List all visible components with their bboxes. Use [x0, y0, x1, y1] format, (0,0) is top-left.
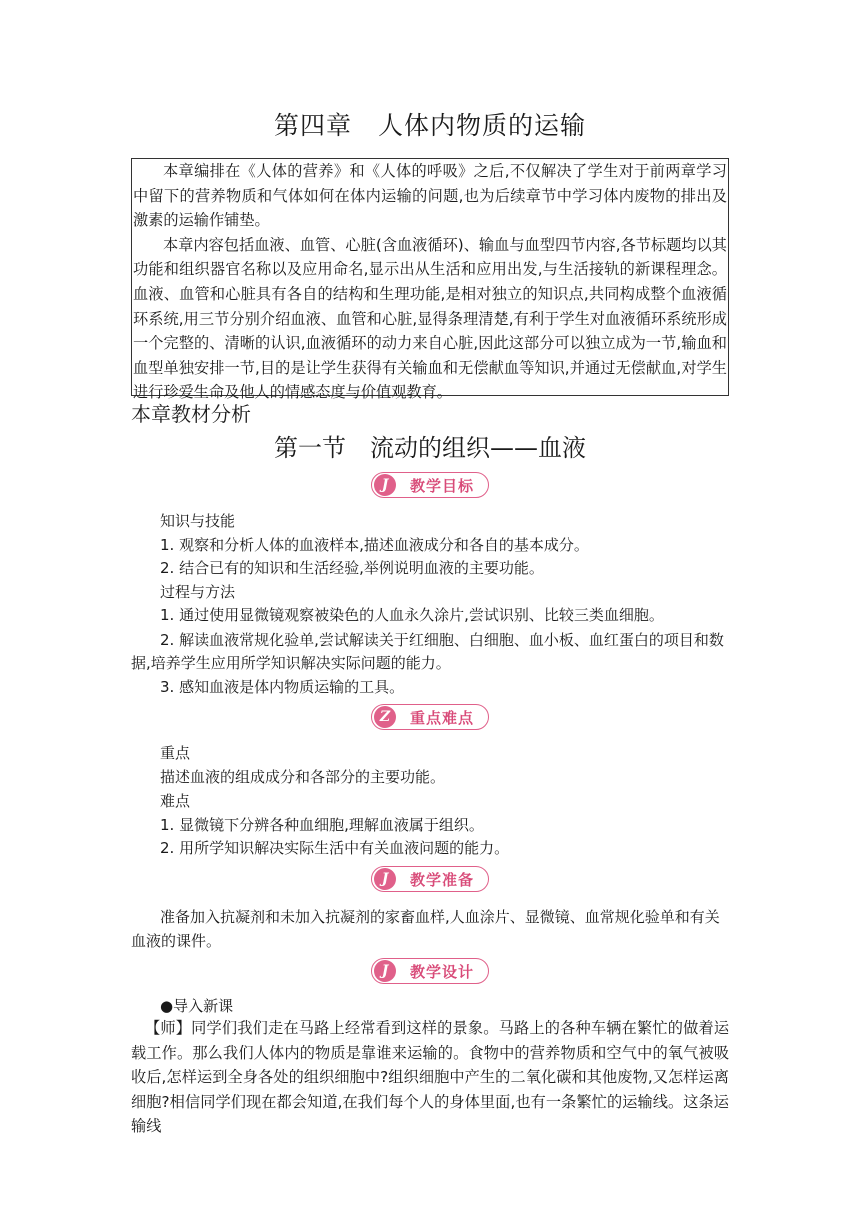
- intro-paragraph-1: 本章编排在《人体的营养》和《人体的呼吸》之后,不仅解决了学生对于前两章学习中留下的营养物质和气体如何在体内运输的问题,也为后续章节中学习体内废物的排出及激素的运输作铺垫。: [133, 162, 727, 230]
- teacher-dialogue-paragraph: 【师】同学们我们走在马路上经常看到这样的景象。马路上的各种车辆在繁忙的做着运载工作。那么我们人体内的物质是靠谁来运输的。食物中的营养物质和空气中的氧气被吸收后,怎样运到全身各处的组织细胞中?组织细胞中产生的二氧化碳和其他废物,又怎样运离细胞?相信同学们现在都会知道,在我们每个人的身体里面,也有一条繁忙的运输线。这条运输线: [131, 1019, 729, 1136]
- difficulty-heading: 难点: [160, 792, 191, 810]
- badge-letter-icon: Z: [374, 706, 396, 728]
- chapter-intro-box: [131, 158, 729, 402]
- intro-lesson-bullet: ●导入新课: [160, 997, 234, 1015]
- teaching-prep-badge: [371, 866, 489, 892]
- badge-label: 重点难点: [409, 708, 474, 727]
- section-title: 第一节 流动的组织——血液: [274, 434, 586, 462]
- badge-label: 教学准备: [409, 870, 474, 889]
- chapter-title: 第四章 人体内物质的运输: [273, 111, 586, 140]
- badge-label: 教学设计: [409, 962, 474, 981]
- key-points-badge: [371, 704, 489, 730]
- process-item-1: 1. 通过使用显微镜观察被染色的人血永久涂片,尝试识别、比较三类血细胞。: [160, 606, 664, 624]
- teaching-goals-badge: [371, 472, 489, 498]
- key-heading: 重点: [160, 744, 191, 762]
- difficulty-item-2: 2. 用所学知识解决实际生活中有关血液问题的能力。: [160, 839, 510, 857]
- process-item-2-line-2: 据,培养学生应用所学知识解决实际问题的能力。: [131, 654, 451, 672]
- process-item-2-line-1: 2. 解读血液常规化验单,尝试解读关于红细胞、白细胞、血小板、血红蛋白的项目和数: [160, 631, 724, 649]
- process-item-3: 3. 感知血液是体内物质运输的工具。: [160, 678, 405, 696]
- teaching-design-badge: [371, 958, 489, 984]
- badge-label: 教学目标: [409, 476, 474, 495]
- process-heading: 过程与方法: [160, 583, 236, 601]
- knowledge-heading: 知识与技能: [160, 512, 236, 530]
- badge-letter-icon: J: [374, 868, 396, 890]
- badge-letter-icon: J: [374, 960, 396, 982]
- badge-letter-icon: J: [374, 474, 396, 496]
- prep-line-2: 血液的课件。: [131, 932, 222, 950]
- knowledge-item-1: 1. 观察和分析人体的血液样本,描述血液成分和各自的基本成分。: [160, 536, 589, 554]
- prep-line-1: 准备加入抗凝剂和未加入抗凝剂的家畜血样,人血涂片、显微镜、血常规化验单和有关: [160, 908, 720, 926]
- knowledge-item-2: 2. 结合已有的知识和生活经验,举例说明血液的主要功能。: [160, 559, 544, 577]
- chapter-analysis-label: 本章教材分析: [131, 402, 251, 426]
- key-text: 描述血液的组成成分和各部分的主要功能。: [160, 768, 446, 786]
- difficulty-item-1: 1. 显微镜下分辨各种血细胞,理解血液属于组织。: [160, 816, 484, 834]
- intro-paragraph-2: 本章内容包括血液、血管、心脏(含血液循环)、输血与血型四节内容,各节标题均以其功能和组织器官名称以及应用命名,显示出从生活和应用出发,与生活接轨的新课程理念。血液、血管和心脏具有各自的结构和生理功能,是相对独立的知识点,共同构成整个血液循环系统,用三节分别介绍血液、血管和心脏,显得条理清楚,有利于学生对血液循环系统形成一个完整的、清晰的认识,血液循环的动力来自心脏,因此这部分可以独立成为一节,输血和血型单独安排一节,目的是让学生获得有关输血和无偿献血等知识,并通过无偿献血,对学生进行珍爱生命及他人的情感态度与价值观教育。: [133, 235, 727, 402]
